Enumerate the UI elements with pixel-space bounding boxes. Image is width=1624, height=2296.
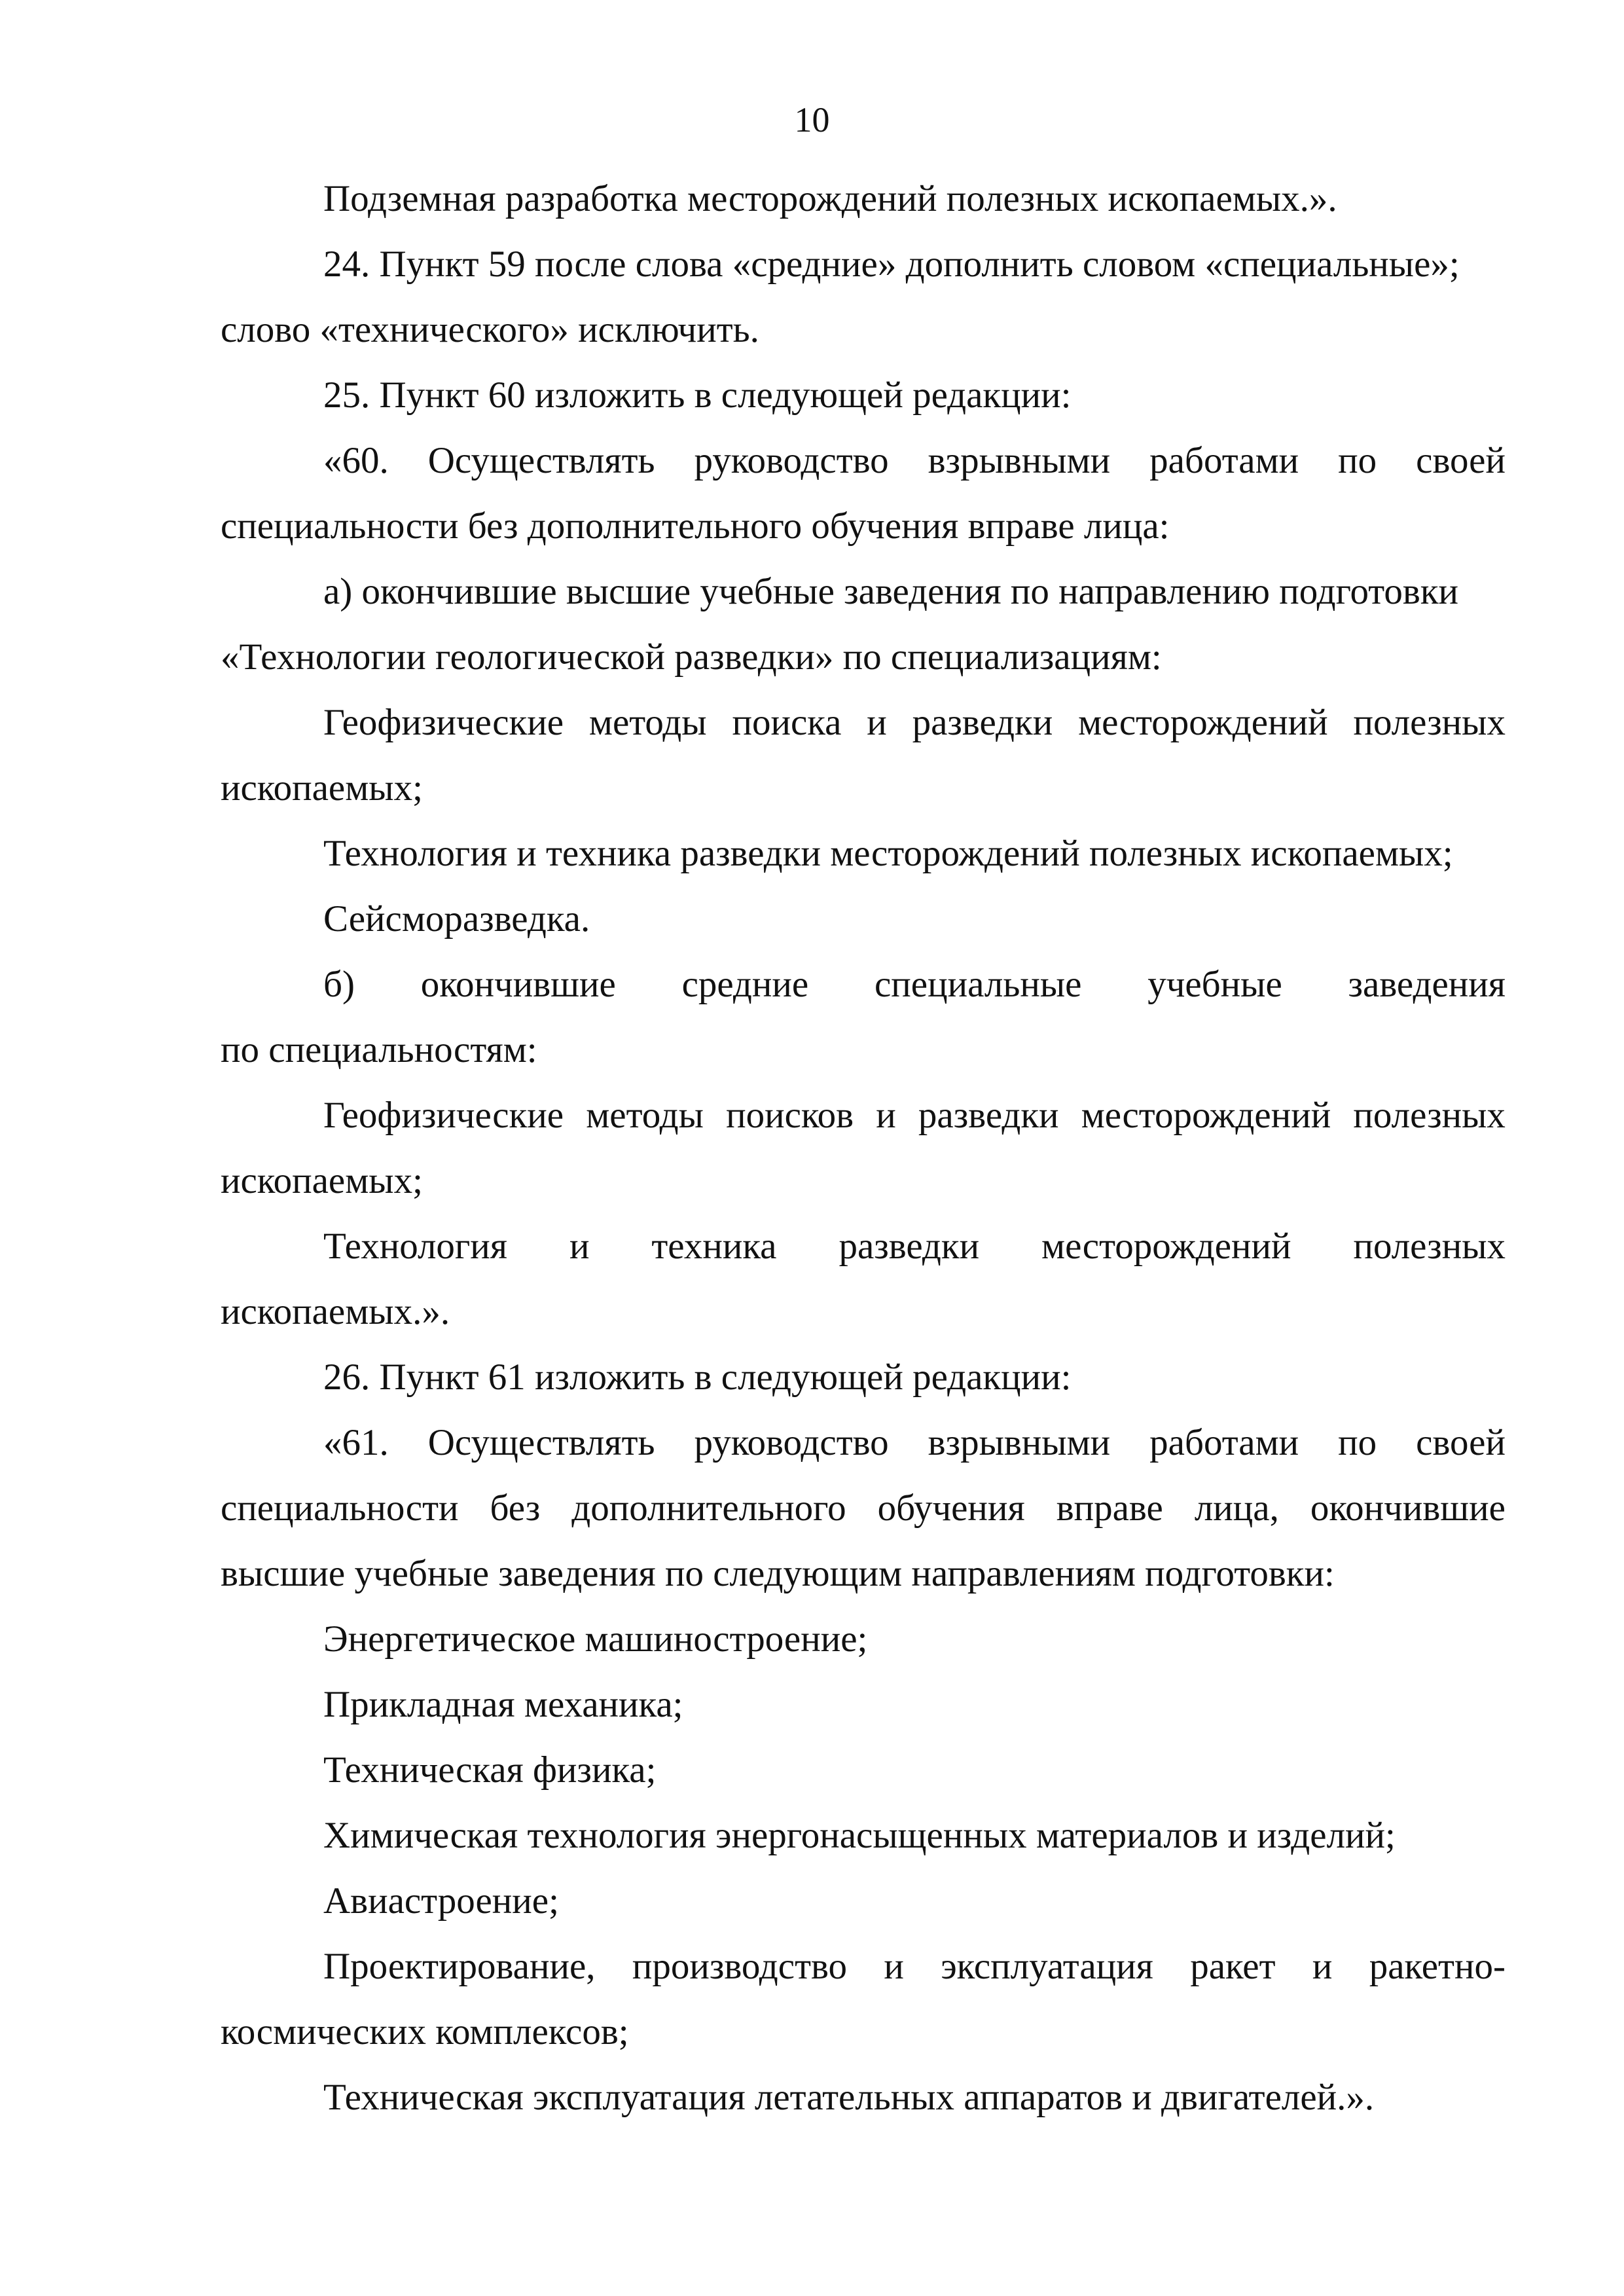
- word: дополнительного: [571, 1487, 846, 1529]
- word: месторождений: [1078, 702, 1328, 743]
- justified-line: [221, 1410, 1506, 1476]
- word: Геофизические: [323, 1095, 564, 1136]
- word: ракетно-: [1369, 1946, 1506, 1987]
- word: разведки: [918, 1095, 1059, 1136]
- word: полезных: [1353, 702, 1506, 743]
- paragraph: Подземная разработка месторождений полезных ископаемых.».: [323, 178, 1337, 219]
- paragraph-line: [221, 559, 1506, 625]
- justified-line: [221, 1934, 1506, 1999]
- text-line: Технология и техника разведки месторождений полезных ископаемых;: [323, 833, 1453, 874]
- list-item: Энергетическое машиностроение;: [323, 1618, 868, 1660]
- word: и: [867, 702, 887, 743]
- word: разведки: [912, 702, 1053, 743]
- page-number: 10: [794, 100, 830, 139]
- paragraph-line: космических комплексов;: [221, 2011, 629, 2052]
- document-body: [221, 166, 1506, 2130]
- word: заведения: [1348, 964, 1506, 1005]
- word: своей: [1416, 440, 1506, 481]
- paragraph-line: [221, 821, 1506, 886]
- paragraph-line: специальности без дополнительного обучения вправе лица:: [221, 505, 1170, 547]
- word: по: [1338, 440, 1377, 481]
- word: поиска: [732, 702, 842, 743]
- word: ракет: [1190, 1946, 1276, 1987]
- paragraph-line: слово «технического» исключить.: [221, 309, 759, 350]
- justified-line: [221, 952, 1506, 1017]
- word: производство: [632, 1946, 848, 1987]
- word: лица,: [1194, 1487, 1279, 1529]
- word: и: [884, 1946, 904, 1987]
- word: вправе: [1056, 1487, 1163, 1529]
- word: взрывными: [928, 440, 1111, 481]
- word: месторождений: [1081, 1095, 1331, 1136]
- word: специальные: [874, 964, 1082, 1005]
- paragraph-line: высшие учебные заведения по следующим направлениям подготовки:: [221, 1553, 1335, 1594]
- paragraph: Сейсморазведка.: [323, 898, 590, 939]
- word: методы: [588, 702, 707, 743]
- word: своей: [1416, 1422, 1506, 1463]
- list-item: Прикладная механика;: [323, 1684, 683, 1725]
- word: месторождений: [1041, 1226, 1291, 1267]
- word: окончившие: [420, 964, 616, 1005]
- word: и: [569, 1226, 590, 1267]
- word: работами: [1149, 1422, 1299, 1463]
- word: и: [876, 1095, 896, 1136]
- text-line: 24. Пункт 59 после слова «средние» дополнить словом «специальные»;: [323, 244, 1460, 285]
- list-item: Техническая физика;: [323, 1749, 657, 1791]
- justified-line: [221, 1476, 1506, 1541]
- list-item: Авиастроение;: [323, 1880, 559, 1922]
- word: методы: [586, 1095, 704, 1136]
- word: б): [323, 964, 355, 1005]
- word: учебные: [1147, 964, 1282, 1005]
- word: средние: [681, 964, 809, 1005]
- word: руководство: [694, 440, 889, 481]
- word: «61.: [323, 1422, 389, 1463]
- paragraph-line: ископаемых;: [221, 1160, 423, 1201]
- word: работами: [1149, 440, 1299, 481]
- word: Осуществлять: [427, 1422, 655, 1463]
- justified-line: [221, 428, 1506, 494]
- justified-line: [221, 1214, 1506, 1279]
- word: без: [490, 1487, 541, 1529]
- word: полезных: [1353, 1226, 1506, 1267]
- text-line: а) окончившие высшие учебные заведения по направлению подготовки: [323, 571, 1459, 612]
- word: обучения: [877, 1487, 1025, 1529]
- justified-line: [221, 1083, 1506, 1148]
- word: «60.: [323, 440, 389, 481]
- word: специальности: [221, 1487, 459, 1529]
- justified-line: [221, 690, 1506, 756]
- paragraph-line: ископаемых.».: [221, 1291, 450, 1332]
- word: по: [1338, 1422, 1377, 1463]
- list-item: Химическая технология энергонасыщенных материалов и изделий;: [323, 1815, 1396, 1856]
- word: руководство: [694, 1422, 889, 1463]
- word: Проектирование,: [323, 1946, 596, 1987]
- word: Технология: [323, 1226, 507, 1267]
- word: техника: [651, 1226, 777, 1267]
- word: взрывными: [928, 1422, 1111, 1463]
- word: разведки: [839, 1226, 980, 1267]
- word: поисков: [726, 1095, 854, 1136]
- word: Геофизические: [323, 702, 564, 743]
- paragraph: 26. Пункт 61 изложить в следующей редакции:: [323, 1357, 1072, 1398]
- word: эксплуатация: [941, 1946, 1153, 1987]
- word: Осуществлять: [427, 440, 655, 481]
- word: и: [1312, 1946, 1333, 1987]
- paragraph-line: «Технологии геологической разведки» по специализациям:: [221, 636, 1162, 678]
- paragraph: 25. Пункт 60 изложить в следующей редакции:: [323, 374, 1072, 416]
- list-item: Техническая эксплуатация летательных аппаратов и двигателей.».: [323, 2077, 1375, 2118]
- paragraph-line: [221, 232, 1506, 297]
- paragraph-line: ископаемых;: [221, 767, 423, 809]
- word: полезных: [1353, 1095, 1506, 1136]
- paragraph-line: по специальностям:: [221, 1029, 537, 1070]
- word: окончившие: [1310, 1487, 1506, 1529]
